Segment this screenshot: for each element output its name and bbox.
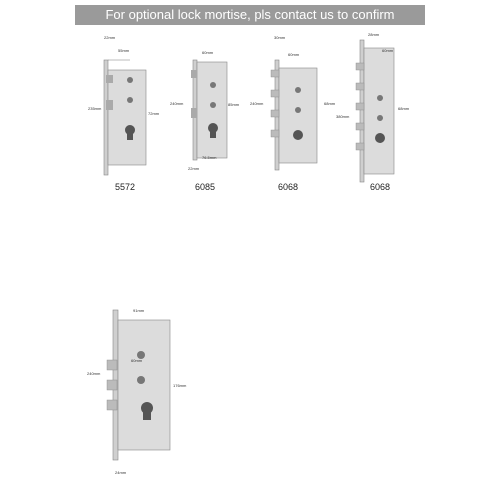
dim-center: 68mm	[398, 106, 410, 111]
lock-6068-a-drawing	[248, 30, 336, 200]
dim-center: 176mm	[173, 383, 187, 388]
dim-center: 85mm	[228, 102, 240, 107]
dim-height: 240mm	[170, 101, 184, 106]
dim-top: 30mm	[274, 35, 286, 40]
dim-height: 240mm	[87, 371, 101, 376]
dim-height: 240mm	[250, 101, 264, 106]
dim-center: 72mm	[148, 111, 160, 116]
model-label: 6085	[194, 182, 216, 192]
lock-6068-b	[336, 28, 420, 200]
dim-front: 22mm	[188, 166, 200, 171]
lock-6068-a	[248, 30, 336, 200]
dim-backset: 55mm	[118, 48, 130, 53]
lock-6068-b-drawing	[336, 28, 420, 200]
dim-bottom: 76.5mm	[202, 155, 217, 160]
dim-top: 28mm	[368, 32, 380, 37]
model-label: 5572	[114, 182, 136, 192]
lock-large	[85, 300, 195, 480]
dim-backset: 60mm	[382, 48, 394, 53]
model-label: 6068	[369, 182, 391, 192]
dim-backset: 60mm	[288, 52, 300, 57]
lock-5572	[90, 30, 160, 200]
lock-6085-drawing	[170, 30, 240, 200]
lock-6085	[170, 30, 240, 200]
dim-center: 68mm	[324, 101, 336, 106]
model-label: 6068	[277, 182, 299, 192]
dim-height: 380mm	[336, 114, 350, 119]
dim-front: 24mm	[115, 470, 127, 475]
dim-width: 60mm	[202, 50, 214, 55]
dim-top: 22mm	[104, 35, 116, 40]
dim-height: 235mm	[88, 106, 102, 111]
lock-5572-drawing	[90, 30, 160, 200]
lock-large-drawing	[85, 300, 195, 480]
dim-width: 91mm	[133, 308, 145, 313]
info-banner: For optional lock mortise, pls contact us to confirm	[75, 5, 425, 25]
dim-backset: 60mm	[131, 358, 143, 363]
